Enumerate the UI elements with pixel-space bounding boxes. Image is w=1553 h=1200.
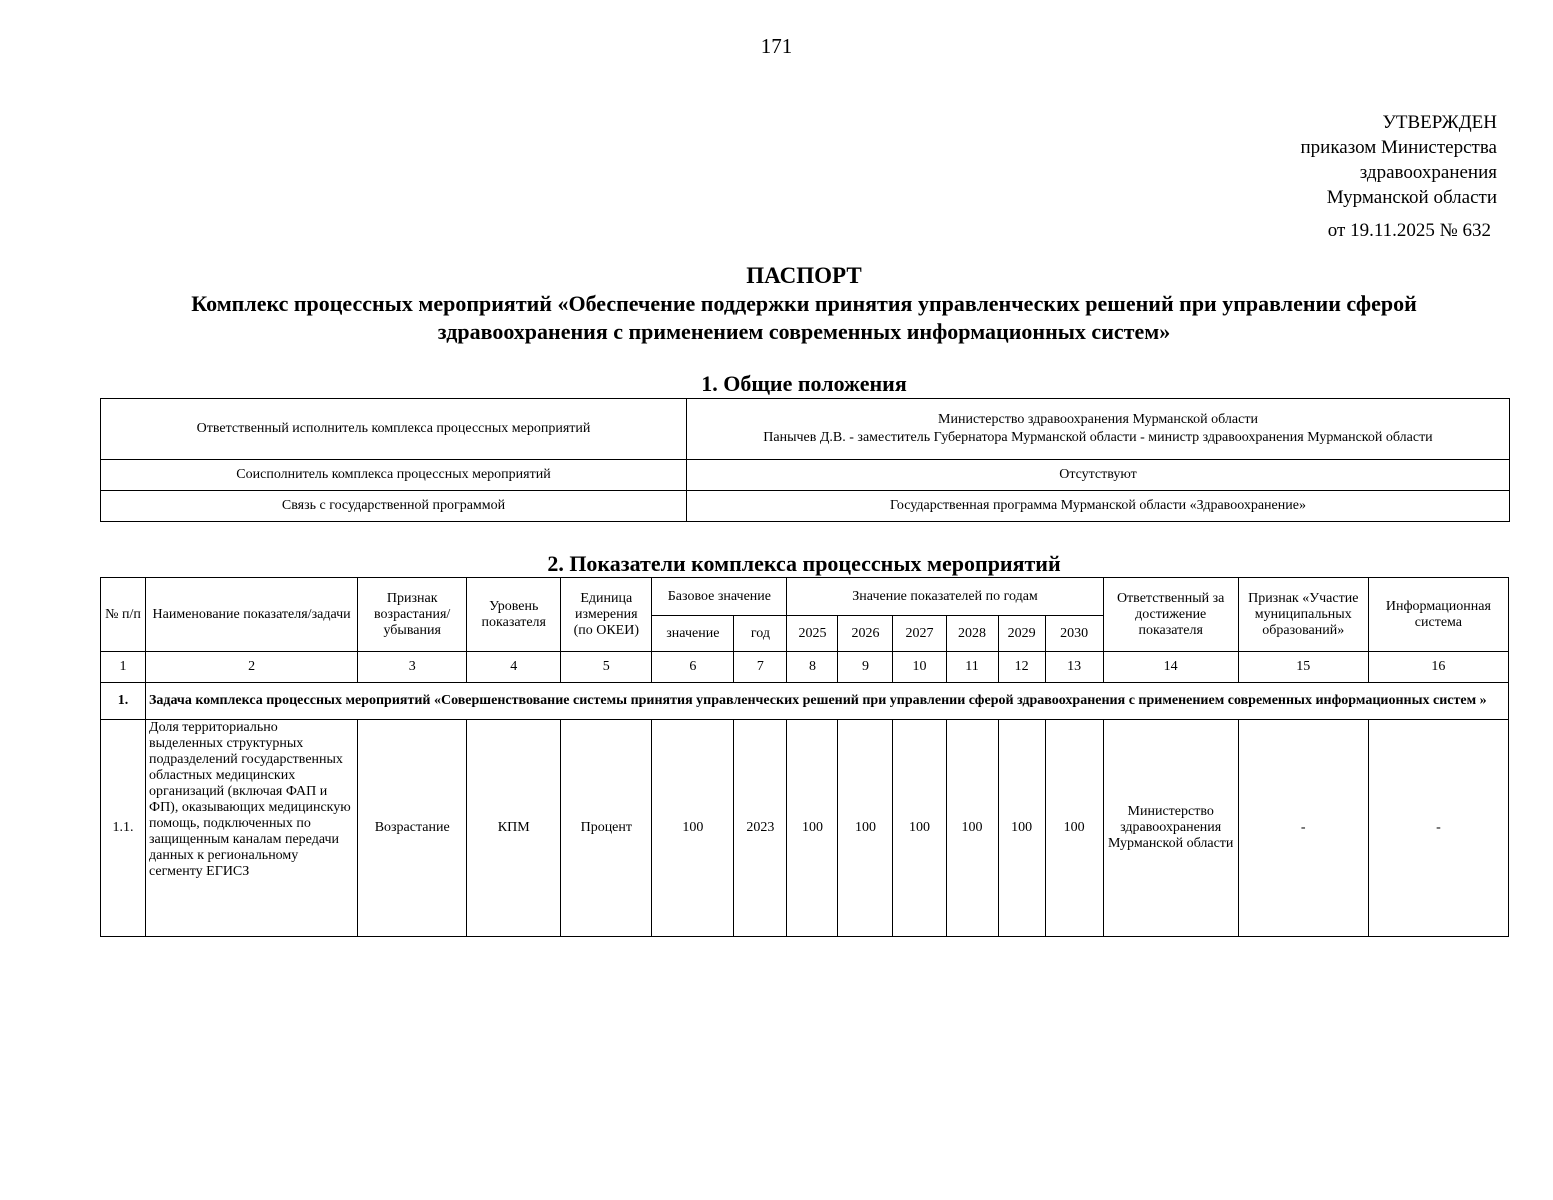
approval-line-2: приказом Министерства (1300, 137, 1497, 158)
header-year-2026: 2026 (838, 616, 893, 652)
column-number: 7 (734, 652, 787, 683)
header-unit: Единица измерения (по ОКЕИ) (561, 578, 652, 652)
column-number: 12 (998, 652, 1045, 683)
task-number: 1. (101, 683, 146, 720)
column-number-row (101, 652, 1509, 683)
column-number: 2 (146, 652, 358, 683)
column-number: 6 (652, 652, 734, 683)
approval-line-1: УТВЕРЖДЕН (1382, 112, 1497, 133)
indicator-value-2027: 100 (893, 720, 946, 937)
column-number: 15 (1238, 652, 1368, 683)
column-number: 16 (1368, 652, 1508, 683)
approval-line-3: здравоохранения (1359, 162, 1497, 183)
indicators-table (100, 577, 1509, 937)
header-info-system: Информационная система (1368, 578, 1508, 652)
general-provisions-table (100, 398, 1510, 522)
table-row (101, 460, 1510, 491)
indicator-row (101, 720, 1509, 937)
title-heading: ПАСПОРТ (746, 263, 862, 288)
indicator-municipal: - (1238, 720, 1368, 937)
row-value: Государственная программа Мурманской области «Здравоохранение» (687, 491, 1510, 522)
column-number: 11 (946, 652, 998, 683)
column-number: 1 (101, 652, 146, 683)
approval-order-number: от 19.11.2025 № 632 (1327, 220, 1491, 241)
section-2-heading: 2. Показатели комплекса процессных мероприятий (547, 551, 1061, 576)
indicator-base-value: 100 (652, 720, 734, 937)
indicator-value-2030: 100 (1045, 720, 1103, 937)
indicator-trend: Возрастание (358, 720, 467, 937)
header-base: Базовое значение (652, 578, 787, 616)
header-year-2027: 2027 (893, 616, 946, 652)
title-line-2: здравоохранения с применением современных информационных систем» (437, 319, 1171, 344)
row-value (687, 399, 1510, 460)
task-text: Задача комплекса процессных мероприятий «Совершенствование системы принятия управленческих решений при управлении сферой здравоохранения с применением современных информационных систем » (146, 683, 1509, 720)
section-1-heading: 1. Общие положения (701, 371, 907, 396)
indicator-name: Доля территориально выделенных структурных подразделений государственных областных медицинских организаций (включая ФАП и ФП), оказывающих медицинскую помощь, подключенных по защищенным каналам передачи данных к региональному сегменту ЕГИСЗ (146, 720, 358, 937)
row-value: Отсутствуют (687, 460, 1510, 491)
indicator-value-2026: 100 (838, 720, 893, 937)
approval-line-4: Мурманской области (1326, 187, 1497, 208)
title-line-1: Комплекс процессных мероприятий «Обеспечение поддержки принятия управленческих решений при управлении сферой (191, 291, 1417, 316)
page-number: 171 (760, 34, 793, 58)
indicator-info-system: - (1368, 720, 1508, 937)
indicator-value-2029: 100 (998, 720, 1045, 937)
column-number: 8 (787, 652, 838, 683)
approval-stamp (1077, 110, 1497, 243)
header-trend: Признак возрастания/ убывания (358, 578, 467, 652)
header-year-2030: 2030 (1045, 616, 1103, 652)
header-num: № п/п (101, 578, 146, 652)
header-municipal: Признак «Участие муниципальных образований» (1238, 578, 1368, 652)
table-row (101, 491, 1510, 522)
column-number: 14 (1103, 652, 1238, 683)
indicator-value-2025: 100 (787, 720, 838, 937)
header-years-group: Значение показателей по годам (787, 578, 1103, 616)
header-base-year: год (734, 616, 787, 652)
row-value-line-2: Панычев Д.В. - заместитель Губернатора Мурманской области - министр здравоохранения Мурманской области (763, 430, 1433, 445)
header-level: Уровень показателя (467, 578, 561, 652)
column-number: 13 (1045, 652, 1103, 683)
document-title (100, 262, 1508, 346)
row-label: Связь с государственной программой (101, 491, 687, 522)
indicator-number: 1.1. (101, 720, 146, 937)
row-label: Соисполнитель комплекса процессных мероприятий (101, 460, 687, 491)
header-row (101, 578, 1509, 616)
header-year-2029: 2029 (998, 616, 1045, 652)
column-number: 5 (561, 652, 652, 683)
indicator-unit: Процент (561, 720, 652, 937)
row-value-line-1: Министерство здравоохранения Мурманской области (938, 412, 1258, 427)
header-name: Наименование показателя/задачи (146, 578, 358, 652)
column-number: 4 (467, 652, 561, 683)
header-base-value: значение (652, 616, 734, 652)
task-row (101, 683, 1509, 720)
header-year-2025: 2025 (787, 616, 838, 652)
column-number: 10 (893, 652, 946, 683)
indicator-base-year: 2023 (734, 720, 787, 937)
row-label: Ответственный исполнитель комплекса процессных мероприятий (101, 399, 687, 460)
column-number: 3 (358, 652, 467, 683)
indicator-value-2028: 100 (946, 720, 998, 937)
table-row (101, 399, 1510, 460)
indicator-level: КПМ (467, 720, 561, 937)
header-responsible: Ответственный за достижение показателя (1103, 578, 1238, 652)
column-number: 9 (838, 652, 893, 683)
indicator-responsible: Министерство здравоохранения Мурманской области (1103, 720, 1238, 937)
header-year-2028: 2028 (946, 616, 998, 652)
